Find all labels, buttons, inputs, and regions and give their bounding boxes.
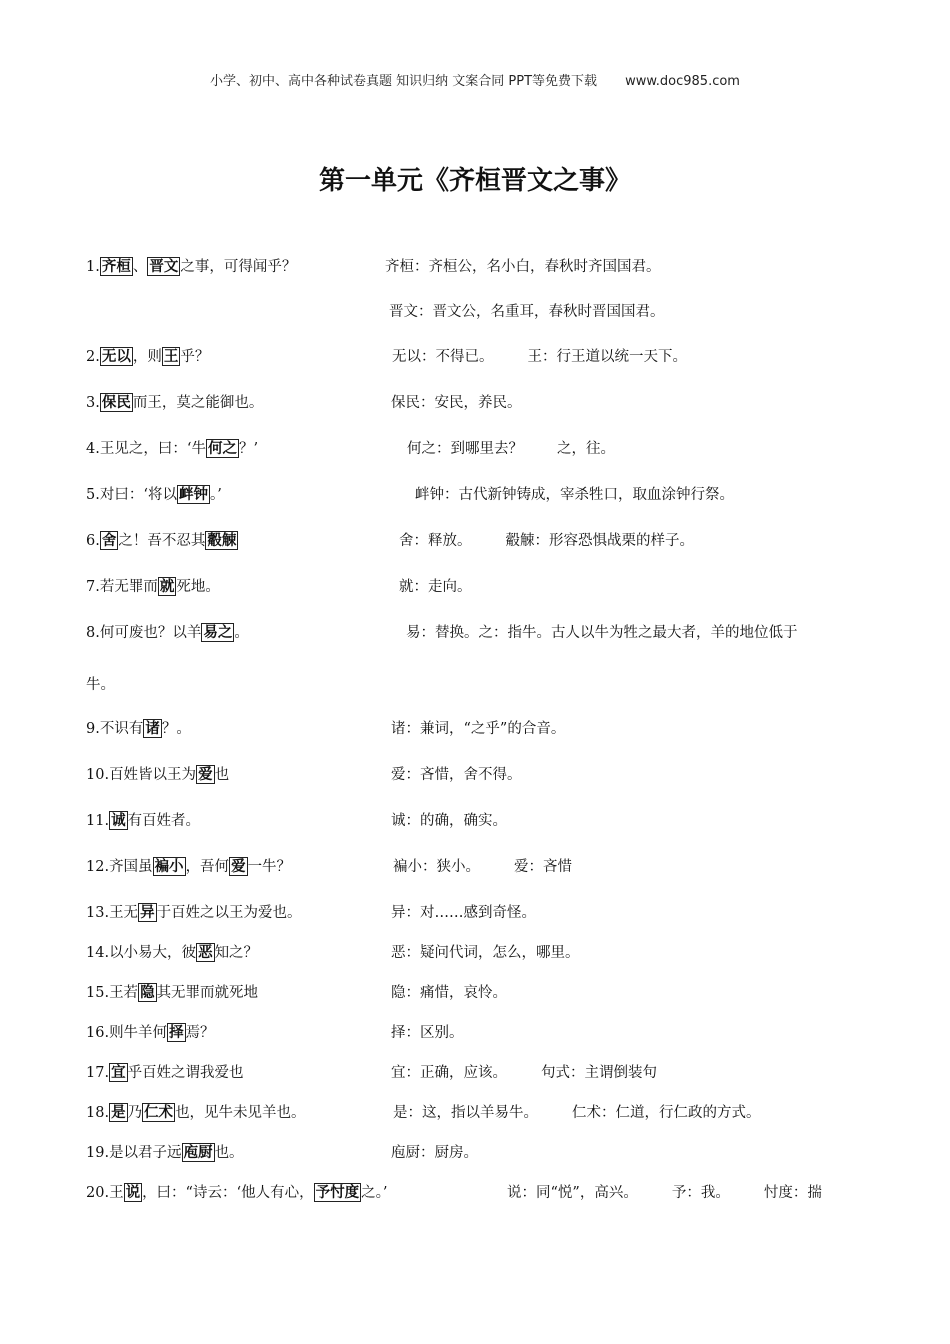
explanation-text: 爱：吝惜，舍不得。 — [391, 767, 522, 783]
explanation — [391, 717, 565, 738]
item-number: 3. — [86, 395, 100, 411]
question-sentence — [86, 1141, 244, 1162]
key-word-box: 诸 — [145, 720, 160, 737]
explanation-text: 爱：吝惜 — [514, 859, 572, 875]
sentence-text: 也。 — [214, 1145, 244, 1161]
explanation — [391, 941, 580, 962]
question-sentence — [86, 941, 258, 962]
item-number: 5. — [86, 487, 100, 503]
explanation-text: 齐桓：齐桓公，名小白，春秋时齐国国君。 — [385, 259, 661, 275]
item-number: 12. — [86, 859, 110, 875]
item-number: 13. — [86, 905, 110, 921]
key-word-box: 仁术 — [144, 1104, 174, 1121]
explanation-text: 诸：兼词，“之乎”的合音。 — [391, 721, 566, 737]
question-sentence — [86, 1181, 387, 1202]
key-word-box: 予忖度 — [315, 1184, 360, 1201]
key-word-box: 隐 — [140, 984, 155, 1001]
explanation-text: 保民：安民，养民。 — [391, 395, 522, 411]
sentence-text: 齐国虽 — [109, 859, 153, 875]
explanation — [391, 901, 536, 922]
item-number: 11. — [86, 813, 110, 829]
question-sentence — [86, 1021, 215, 1042]
sentence-text: 对曰：‘将以 — [99, 487, 177, 503]
explanation-text: 是：这，指以羊易牛。 — [393, 1105, 538, 1121]
key-word-box: 择 — [169, 1024, 184, 1041]
explanation — [391, 1021, 464, 1042]
explanation-text: 就：走向。 — [399, 579, 472, 595]
key-word-box: 无以 — [101, 348, 131, 365]
key-word-box: 舍 — [101, 532, 117, 549]
key-word-box: 何之 — [207, 440, 237, 457]
question-sentence — [86, 575, 220, 596]
explanation — [391, 1141, 478, 1162]
explanation-text: 恶：疑问代词，怎么，哪里。 — [391, 945, 580, 961]
key-word-box: 庖厨 — [183, 1144, 213, 1161]
explanation — [389, 300, 665, 321]
sentence-text: 焉？ — [185, 1025, 215, 1041]
sentence-text: ，曰：“诗云：‘他人有心， — [142, 1185, 314, 1201]
explanation — [391, 763, 522, 784]
key-word-box: 易之 — [203, 624, 233, 641]
key-word-box: 就 — [159, 578, 175, 595]
sentence-text: 于百姓之以王为爱也。 — [156, 905, 302, 921]
explanation — [407, 437, 615, 458]
explanation-text: 句式：主谓倒装句 — [541, 1065, 657, 1081]
explanation-text: 隐：痛惜，哀怜。 — [391, 985, 507, 1001]
item-number: 7. — [86, 579, 100, 595]
question-sentence — [86, 391, 263, 412]
item-number: 4. — [86, 441, 100, 457]
item-number: 19. — [86, 1145, 110, 1161]
question-sentence — [86, 621, 249, 642]
explanation — [393, 855, 572, 876]
explanation — [391, 1061, 657, 1082]
explanation — [385, 255, 661, 276]
explanation-text: 诚：的确，确实。 — [391, 813, 507, 829]
key-word-box: 觳觫 — [207, 532, 237, 549]
sentence-text: 百姓皆以王为 — [109, 767, 197, 783]
explanation-text: 忖度：揣 — [763, 1185, 822, 1201]
explanation — [392, 345, 687, 366]
explanation — [415, 483, 734, 504]
key-word-box: 王 — [163, 348, 179, 365]
sentence-text: 、 — [132, 259, 148, 275]
item-number: 17. — [86, 1065, 110, 1081]
item-number: 6. — [86, 533, 100, 549]
key-word-box: 齐桓 — [101, 258, 131, 275]
explanation — [391, 809, 507, 830]
sentence-text: 以小易大，彼 — [109, 945, 197, 961]
question-sentence — [86, 437, 258, 458]
sentence-text: 有百姓者。 — [127, 813, 201, 829]
explanation-text: 异：对……感到奇怪。 — [391, 905, 536, 921]
explanation — [391, 391, 522, 412]
key-word-box: 爱 — [198, 766, 213, 783]
explanation-text: 易：替换。之：指牛。古人以牛为牲之最大者，羊的地位低于 — [406, 625, 798, 641]
key-word-box: 说 — [125, 1184, 141, 1201]
explanation-text: 无以：不得已。 — [392, 349, 494, 365]
item-number: 16. — [86, 1025, 110, 1041]
question-sentence — [86, 763, 229, 784]
key-word-box: 爱 — [231, 858, 246, 875]
item-number: 2. — [86, 349, 100, 365]
sentence-text: 则牛羊何 — [109, 1025, 168, 1041]
item-number: 1. — [86, 259, 100, 275]
sentence-text: 乎百姓之谓我爱也 — [127, 1065, 244, 1081]
sentence-text: 王若 — [109, 985, 139, 1001]
sentence-text: 知之？ — [214, 945, 259, 961]
header-url: www.doc985.com — [625, 74, 740, 89]
item-number: 15. — [86, 985, 110, 1001]
item-number: 20. — [86, 1185, 110, 1201]
explanation-text: 衅钟：古代新钟铸成，宰杀牲口，取血涂钟行祭。 — [415, 487, 734, 503]
page-title: 第一单元《齐桓晋文之事》 — [318, 166, 631, 196]
sentence-text: 之。’ — [361, 1185, 388, 1201]
question-sentence — [86, 809, 200, 830]
sentence-text: ，吾何 — [185, 859, 230, 875]
sentence-text: 乎？ — [180, 349, 210, 365]
header-text: 小学、初中、高中各种试卷真题 知识归纳 文案合同 PPT等免费下载 — [210, 74, 598, 89]
explanation-text: 庖厨：厨房。 — [391, 1145, 478, 1161]
explanation-text: 舍：释放。 — [399, 533, 472, 549]
explanation — [507, 1181, 822, 1202]
explanation-text: 褊小：狭小。 — [393, 859, 480, 875]
sentence-text: ？。 — [161, 721, 191, 737]
question-sentence — [86, 1061, 244, 1082]
sentence-text: 之事，可得闻乎？ — [180, 259, 297, 275]
sentence-text: 王无 — [109, 905, 139, 921]
explanation — [399, 575, 472, 596]
question-sentence — [86, 981, 258, 1002]
key-word-box: 晋文 — [149, 258, 179, 275]
question-sentence — [86, 901, 302, 922]
explanation-text: 说：同“悦”，高兴。 — [507, 1185, 638, 1201]
question-sentence — [86, 483, 222, 504]
key-word-box: 衅钟 — [178, 486, 208, 503]
sentence-text: 是以君子远 — [109, 1145, 182, 1161]
explanation-text: 予：我。 — [671, 1185, 730, 1201]
sentence-text: 一牛？ — [247, 859, 292, 875]
sentence-text: 。’ — [209, 487, 222, 503]
explanation-text: 觳觫：形容恐惧战栗的样子。 — [505, 533, 694, 549]
explanation-text: 择：区别。 — [391, 1025, 464, 1041]
key-word-box: 保民 — [101, 394, 131, 411]
page-header — [0, 70, 950, 89]
explanation — [399, 529, 694, 550]
sentence-text: 也 — [214, 767, 230, 783]
sentence-text: 不识有 — [99, 721, 144, 737]
explanation — [391, 981, 507, 1002]
question-sentence — [86, 255, 296, 276]
sentence-text: 王 — [109, 1185, 124, 1201]
item-number: 10. — [86, 767, 110, 783]
explanation — [406, 621, 798, 642]
explanation-text: 晋文：晋文公，名重耳，春秋时晋国国君。 — [389, 304, 665, 320]
sentence-text: 死地。 — [176, 579, 220, 595]
question-sentence — [86, 529, 238, 550]
explanation-text: 何之：到哪里去？ — [407, 441, 523, 457]
sentence-text: 也，见牛未见羊也。 — [175, 1105, 306, 1121]
item-number: 18. — [86, 1105, 110, 1121]
key-word-box: 异 — [140, 904, 155, 921]
explanation-text: 王：行王道以统一天下。 — [527, 349, 687, 365]
explanation-text: 之，往。 — [557, 441, 615, 457]
sentence-text: 王见之，曰：‘牛 — [99, 441, 206, 457]
answer-continuation: 牛。 — [86, 677, 115, 693]
item-number: 8. — [86, 625, 100, 641]
sentence-text: ，则 — [132, 349, 162, 365]
item-number: 9. — [86, 721, 100, 737]
sentence-text: 其无罪而就死地 — [156, 985, 259, 1001]
explanation-text: 宜：正确，应该。 — [391, 1065, 507, 1081]
sentence-text: ？’ — [238, 441, 259, 457]
sentence-text: 若无罪而 — [99, 579, 158, 595]
key-word-box: 诚 — [111, 812, 126, 829]
explanation-text: 仁术：仁道，行仁政的方式。 — [572, 1105, 761, 1121]
key-word-box: 恶 — [198, 944, 213, 961]
question-sentence — [86, 717, 191, 738]
item-number: 14. — [86, 945, 110, 961]
question-sentence — [86, 345, 209, 366]
key-word-box: 是 — [111, 1104, 126, 1121]
key-word-box: 褊小 — [154, 858, 184, 875]
question-sentence — [86, 855, 291, 876]
sentence-text: 而王，莫之能御也。 — [132, 395, 264, 411]
key-word-box: 宜 — [111, 1064, 126, 1081]
question-sentence — [86, 1101, 306, 1122]
sentence-text: 何可废也？以羊 — [99, 625, 202, 641]
sentence-text: 。 — [234, 625, 249, 641]
explanation — [393, 1101, 761, 1122]
sentence-text: 之！吾不忍其 — [118, 533, 206, 549]
sentence-text: 乃 — [127, 1105, 143, 1121]
